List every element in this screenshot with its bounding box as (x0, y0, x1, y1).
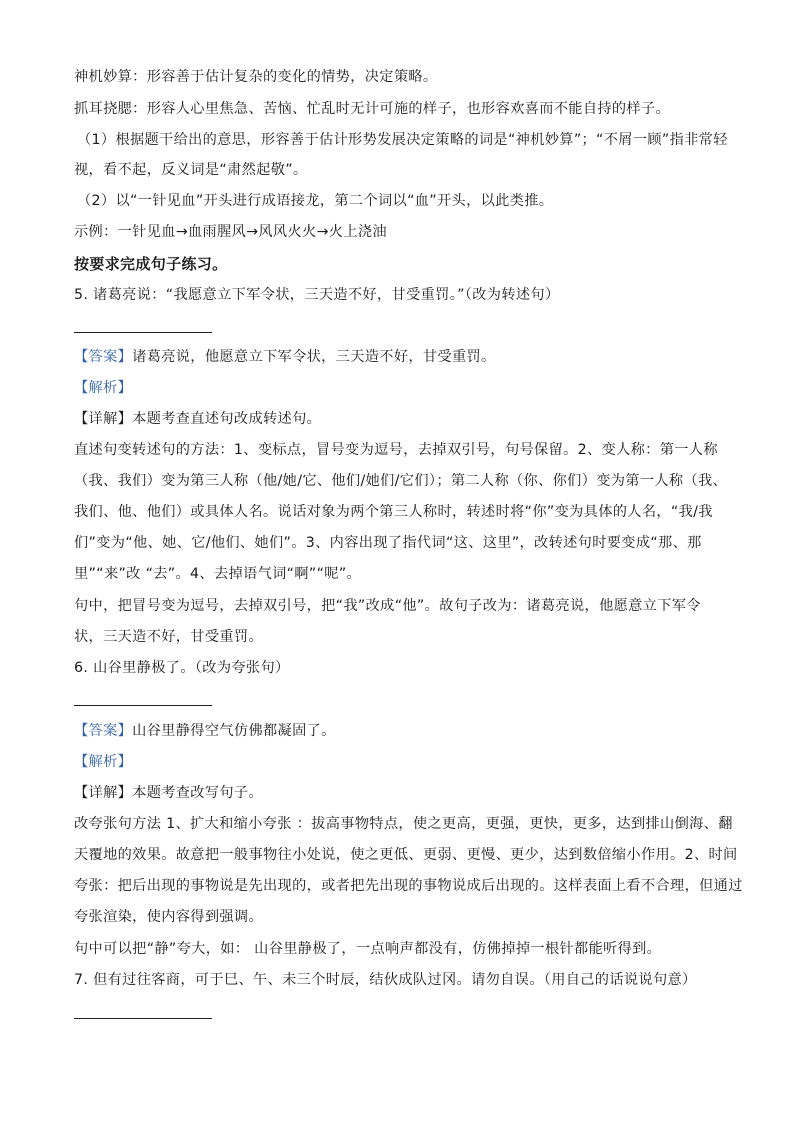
detail-6 (74, 783, 724, 803)
q6-line-3: 夸张：把后出现的事物说是先出现的，或者把先出现的事物说成后出现的。这样表面上看不合理，但通过 (74, 878, 743, 894)
detail-tag: 【详解】 (74, 785, 133, 801)
text-line-6: 示例：一针见血→血雨腥风→风风火火→火上浇油 (74, 224, 387, 240)
q5-line-4: 们”变为“他、她、它/他们、她们”。3、内容出现了指代词“这、这里”，改转述句时要变成“那、那 (74, 535, 702, 551)
detail-text: 本题考查改写句子。 (132, 785, 263, 801)
analysis-tag-5 (74, 378, 724, 398)
q5-line-7: 状，三天造不好，甘受重罚。 (74, 629, 263, 645)
text-line-3: （1）根据题干给出的意思，形容善于估计形势发展决定策略的词是“神机妙算”；“不屑一顾”指非常轻 (77, 132, 728, 148)
q5-line-2: （我、我们）变为第三人称（他/她/它、他们/她们/它们）；第二人称（你、你们）变为第一人称（我、 (74, 473, 728, 489)
q6-line-4: 夸张渲染，使内容得到强调。 (74, 909, 263, 925)
answer-tag: 【答案】 (74, 723, 133, 739)
answer-6 (74, 721, 724, 741)
question-7: 7. 但有过往客商，可于巳、午、未三个时辰，结伙成队过冈。请勿自误。（用自己的话说说句意） (74, 972, 697, 988)
answer-tag: 【答案】 (74, 349, 133, 365)
q6-line-5: 句中可以把“静”夸大，如： 山谷里静极了，一点响声都没有，仿佛掉掉一根针都能听得到。 (74, 941, 662, 957)
q5-line-5: 里”“来”改 “去”。4、去掉语气词“啊”“呢”。 (74, 566, 362, 582)
question-6: 6. 山谷里静极了。（改为夸张句） (74, 660, 290, 676)
answer-blank-5 (74, 332, 212, 333)
answer-5 (74, 347, 724, 367)
answer-blank-7 (74, 1018, 212, 1019)
answer-blank-6 (74, 705, 212, 706)
detail-text: 本题考查直述句改成转述句。 (132, 411, 322, 427)
q5-line-3: 我们、他、他们）或具体人名。说话对象为两个第三人称时，转述时将“你”变为具体的人名，“我/我 (74, 504, 713, 520)
q5-line-6: 句中，把冒号变为逗号，去掉双引号，把“我”改成“他”。故句子改为：诸葛亮说，他愿意立下军令 (74, 598, 701, 614)
text-line-2: 抓耳挠腮：形容人心里焦急、苦恼、忙乱时无计可施的样子，也形容欢喜而不能自持的样子。 (74, 101, 671, 117)
text-line-1: 神机妙算：形容善于估计复杂的变化的情势，决定策略。 (74, 69, 438, 85)
answer-text: 诸葛亮说，他愿意立下军令状，三天造不好，甘受重罚。 (132, 349, 496, 365)
section-heading: 按要求完成句子练习。 (74, 255, 228, 273)
q6-line-1: 改夸张句方法 1、扩大和缩小夸张 ：拔高事物特点，使之更高，更强，更快，更多，达到排山倒海、翻 (74, 816, 733, 832)
detail-5 (74, 409, 724, 429)
detail-tag: 【详解】 (74, 411, 133, 427)
q6-line-2: 天覆地的效果。故意把一般事物往小处说，使之更低、更弱、更慢、更少，达到数倍缩小作用。2、时间 (74, 847, 738, 863)
text-line-5: （2）以“一针见血”开头进行成语接龙，第二个词以“血”开头，以此类推。 (77, 193, 554, 209)
analysis-tag-6 (74, 752, 724, 772)
question-5: 5. 诸葛亮说：“我愿意立下军令状，三天造不好，甘受重罚。”（改为转述句） (74, 287, 560, 303)
analysis-tag: 【解析】 (74, 380, 133, 396)
analysis-tag: 【解析】 (74, 754, 133, 770)
text-line-4: 视，看不起，反义词是“肃然起敬”。 (74, 162, 308, 178)
answer-text: 山谷里静得空气仿佛都凝固了。 (132, 723, 336, 739)
q5-line-1: 直述句变转述句的方法：1、变标点，冒号变为逗号，去掉双引号，句号保留。2、变人称：第一人称 (74, 442, 718, 458)
